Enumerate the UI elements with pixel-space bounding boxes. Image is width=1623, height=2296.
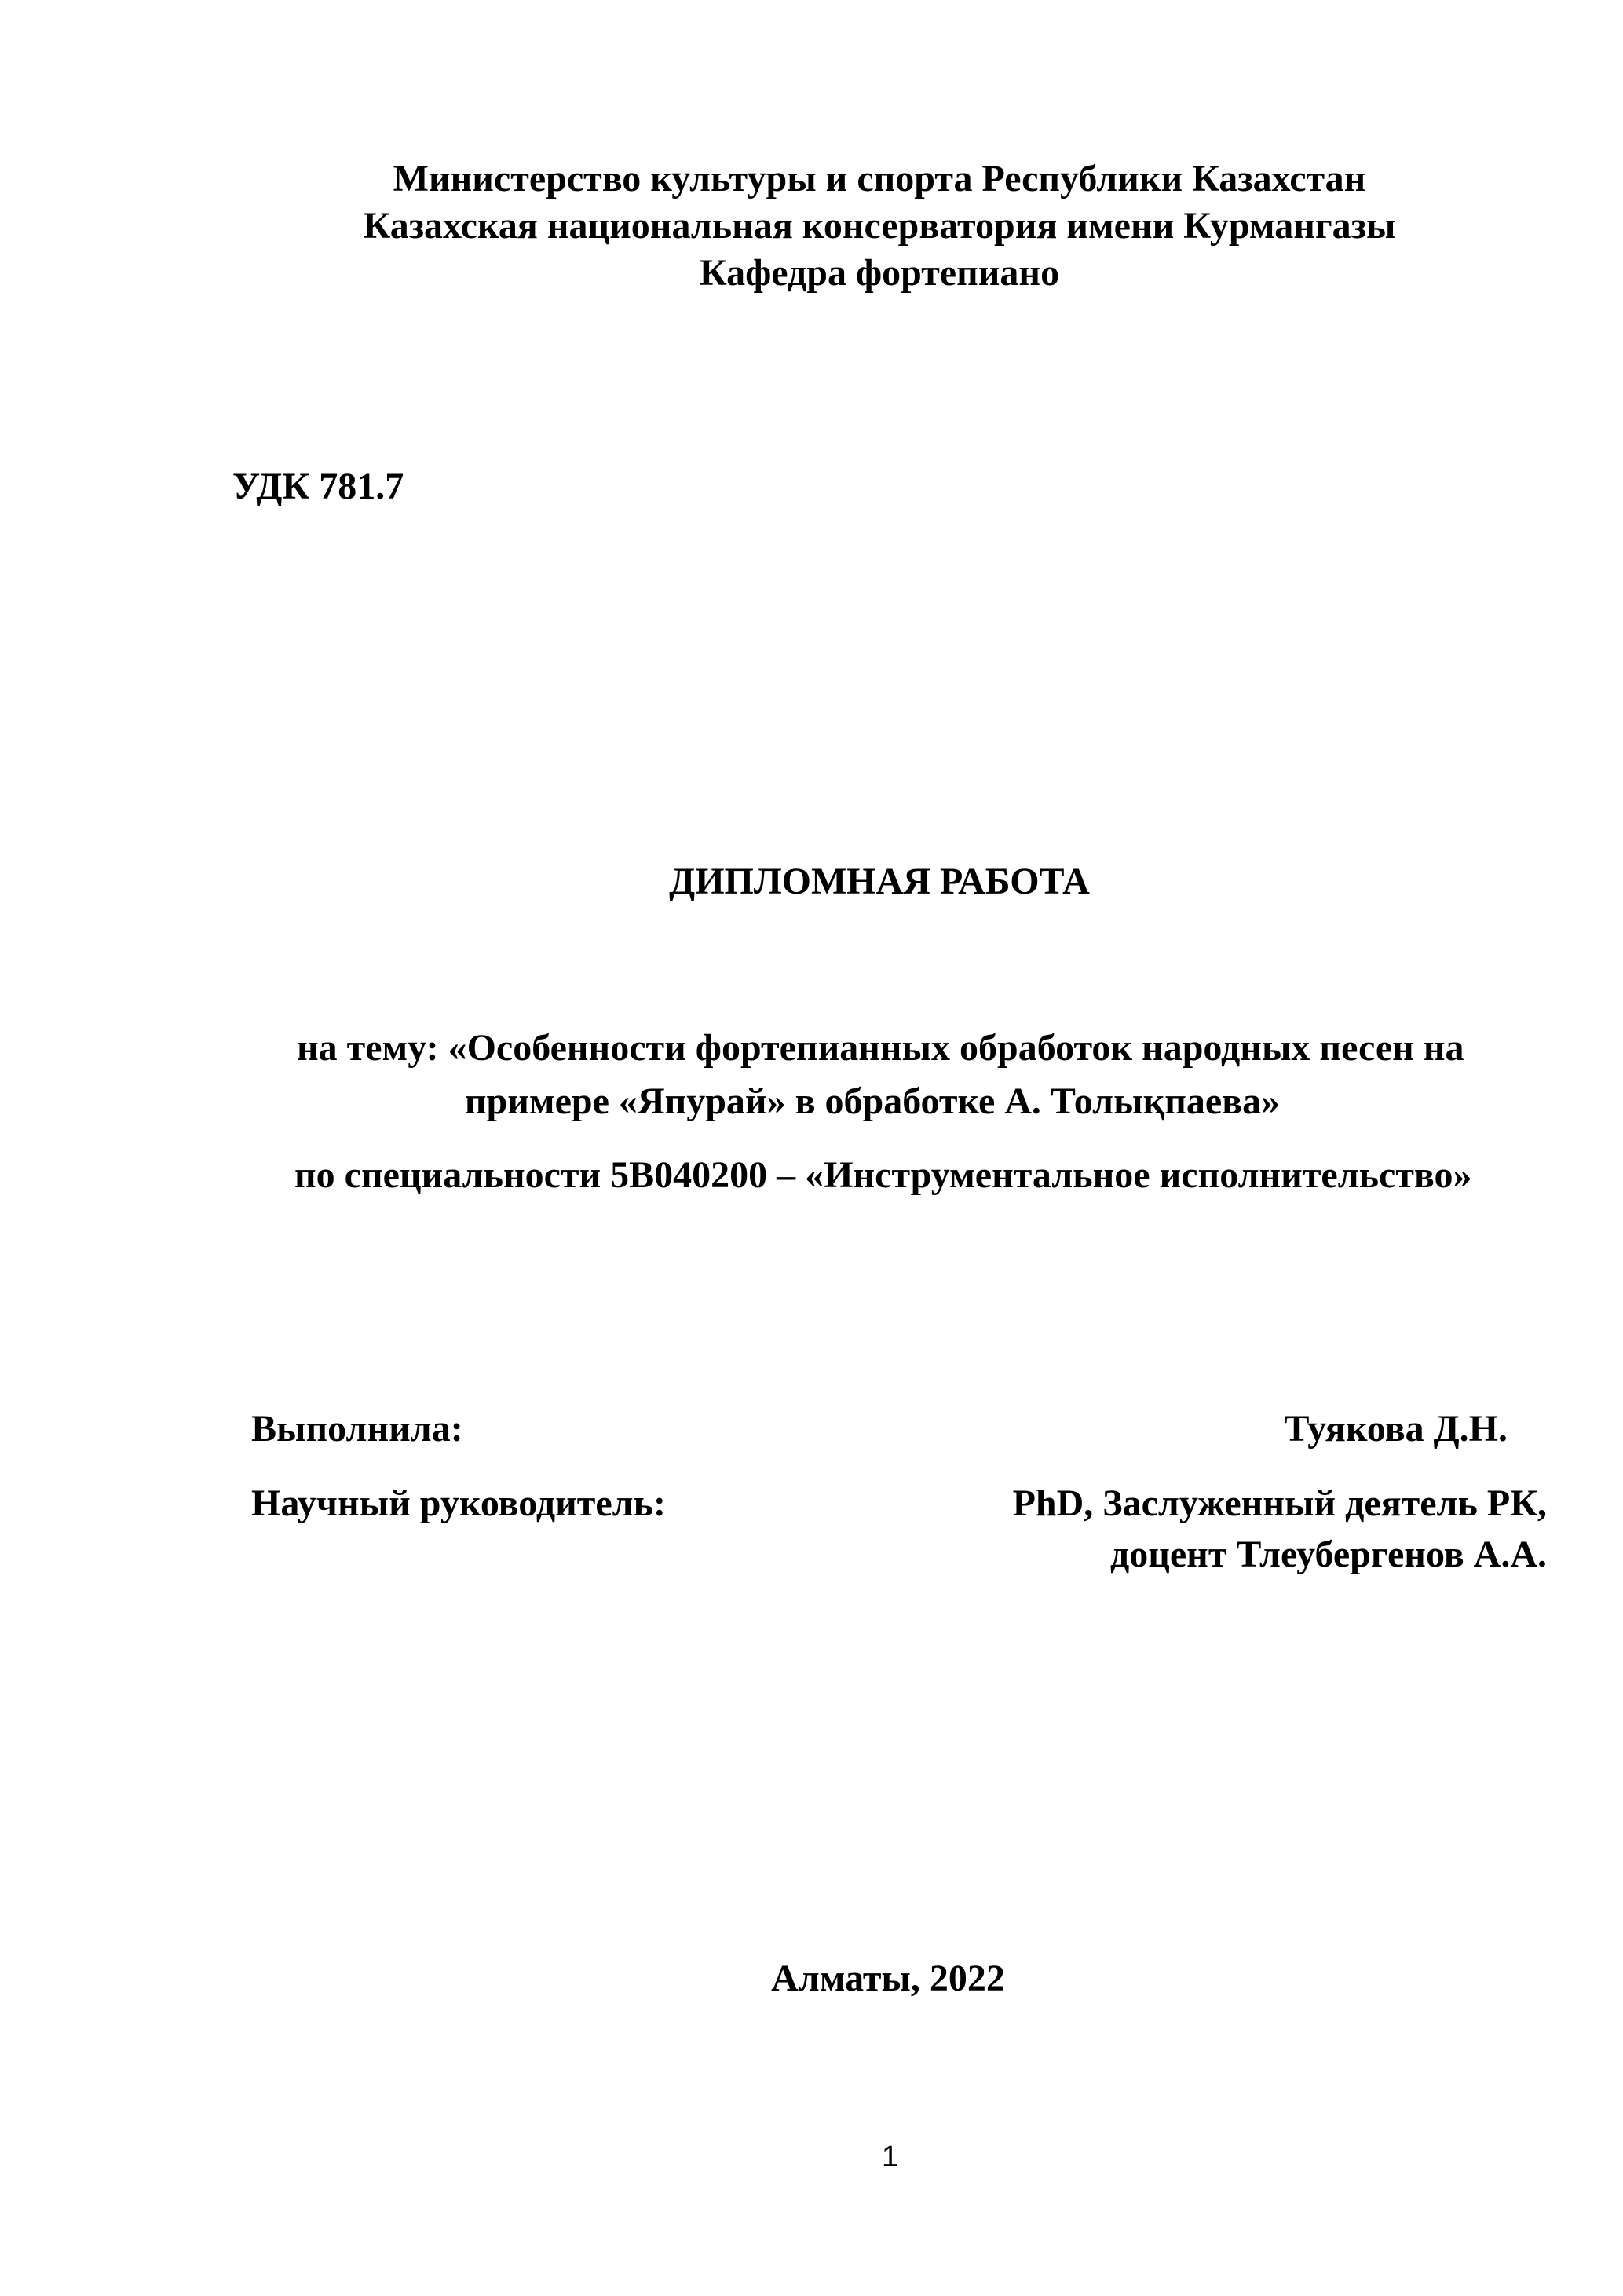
department-title: Кафедра фортепиано (699, 252, 1060, 294)
performed-by-label: Выполнила: (251, 1408, 463, 1450)
topic-line-2: примере «Япурай» в обработке А. Толықпаева» (464, 1080, 1281, 1122)
supervisor-label: Научный руководитель: (251, 1483, 666, 1524)
topic-line-1: на тему: «Особенности фортепианных обработок народных песен на (297, 1027, 1464, 1069)
city-year: Алматы, 2022 (771, 1958, 1005, 1999)
supervisor-name: доцент Тлеубергенов А.А. (1109, 1534, 1547, 1575)
performed-by-name: Туякова Д.Н. (1284, 1408, 1508, 1450)
document-type-title: ДИПЛОМНАЯ РАБОТА (669, 861, 1090, 902)
specialty-line: по специальности 5В040200 – «Инструментальное исполнительство» (294, 1154, 1472, 1196)
ministry-title: Министерство культуры и спорта Республики Казахстан (393, 158, 1366, 199)
udk-code: УДК 781.7 (232, 466, 404, 507)
institution-title: Казахская национальная консерватория имени Курмангазы (363, 205, 1396, 247)
supervisor-credentials: PhD, Заслуженный деятель РК, (1012, 1483, 1547, 1524)
page-number: 1 (881, 2141, 899, 2174)
